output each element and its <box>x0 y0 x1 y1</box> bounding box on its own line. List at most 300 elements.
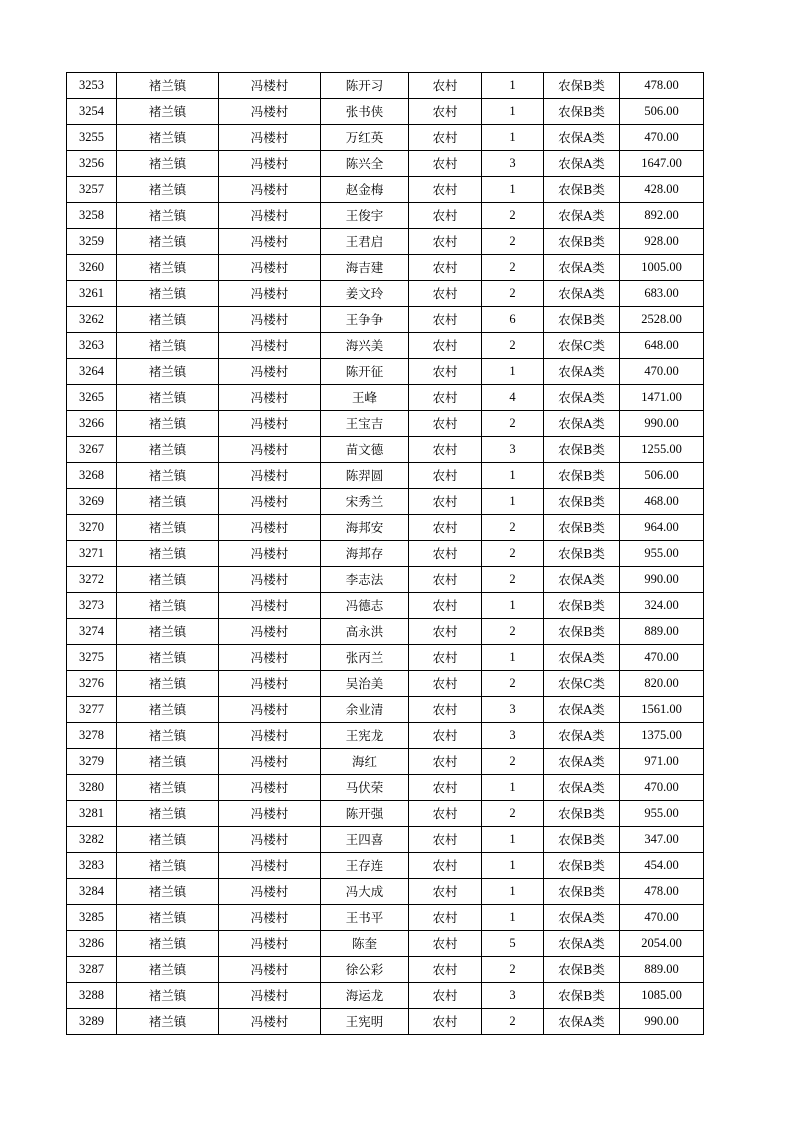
amount-cell: 454.00 <box>620 853 704 879</box>
amount-cell: 428.00 <box>620 177 704 203</box>
table-row <box>67 827 704 853</box>
amount-cell: 470.00 <box>620 125 704 151</box>
table-row <box>67 307 704 333</box>
name-cell: 王君启 <box>321 229 409 255</box>
village-cell: 冯楼村 <box>219 151 321 177</box>
table-row <box>67 983 704 1009</box>
name-cell: 姜文玲 <box>321 281 409 307</box>
village-cell: 冯楼村 <box>219 281 321 307</box>
table-row <box>67 229 704 255</box>
table-row <box>67 99 704 125</box>
area-type-cell: 农村 <box>409 1009 482 1035</box>
household-count-cell: 3 <box>482 697 544 723</box>
name-cell: 王宪龙 <box>321 723 409 749</box>
category-cell: 农保A类 <box>544 411 620 437</box>
area-type-cell: 农村 <box>409 203 482 229</box>
amount-cell: 1375.00 <box>620 723 704 749</box>
village-cell: 冯楼村 <box>219 515 321 541</box>
amount-cell: 990.00 <box>620 411 704 437</box>
category-cell: 农保A类 <box>544 567 620 593</box>
table-row <box>67 515 704 541</box>
name-cell: 海兴美 <box>321 333 409 359</box>
name-cell: 海吉建 <box>321 255 409 281</box>
name-cell: 冯大成 <box>321 879 409 905</box>
row-number: 3264 <box>67 359 117 385</box>
category-cell: 农保A类 <box>544 255 620 281</box>
name-cell: 王存连 <box>321 853 409 879</box>
amount-cell: 506.00 <box>620 463 704 489</box>
household-count-cell: 4 <box>482 385 544 411</box>
town-cell: 褚兰镇 <box>117 203 219 229</box>
category-cell: 农保C类 <box>544 333 620 359</box>
row-number: 3276 <box>67 671 117 697</box>
row-number: 3269 <box>67 489 117 515</box>
name-cell: 张书侠 <box>321 99 409 125</box>
name-cell: 陈羿圆 <box>321 463 409 489</box>
name-cell: 王宪明 <box>321 1009 409 1035</box>
table-row <box>67 333 704 359</box>
village-cell: 冯楼村 <box>219 333 321 359</box>
household-count-cell: 1 <box>482 359 544 385</box>
area-type-cell: 农村 <box>409 697 482 723</box>
table-row <box>67 879 704 905</box>
area-type-cell: 农村 <box>409 99 482 125</box>
town-cell: 褚兰镇 <box>117 99 219 125</box>
town-cell: 褚兰镇 <box>117 1009 219 1035</box>
town-cell: 褚兰镇 <box>117 463 219 489</box>
town-cell: 褚兰镇 <box>117 619 219 645</box>
table-row <box>67 619 704 645</box>
row-number: 3262 <box>67 307 117 333</box>
amount-cell: 1471.00 <box>620 385 704 411</box>
area-type-cell: 农村 <box>409 151 482 177</box>
village-cell: 冯楼村 <box>219 931 321 957</box>
row-number: 3287 <box>67 957 117 983</box>
category-cell: 农保A类 <box>544 1009 620 1035</box>
village-cell: 冯楼村 <box>219 385 321 411</box>
area-type-cell: 农村 <box>409 307 482 333</box>
row-number: 3289 <box>67 1009 117 1035</box>
table-row <box>67 177 704 203</box>
category-cell: 农保B类 <box>544 957 620 983</box>
area-type-cell: 农村 <box>409 905 482 931</box>
row-number: 3283 <box>67 853 117 879</box>
area-type-cell: 农村 <box>409 229 482 255</box>
household-count-cell: 2 <box>482 1009 544 1035</box>
amount-cell: 324.00 <box>620 593 704 619</box>
household-count-cell: 3 <box>482 983 544 1009</box>
town-cell: 褚兰镇 <box>117 957 219 983</box>
area-type-cell: 农村 <box>409 853 482 879</box>
row-number: 3275 <box>67 645 117 671</box>
amount-cell: 2528.00 <box>620 307 704 333</box>
category-cell: 农保B类 <box>544 827 620 853</box>
area-type-cell: 农村 <box>409 983 482 1009</box>
table-row <box>67 359 704 385</box>
table-row <box>67 541 704 567</box>
name-cell: 海红 <box>321 749 409 775</box>
household-count-cell: 2 <box>482 515 544 541</box>
amount-cell: 889.00 <box>620 957 704 983</box>
village-cell: 冯楼村 <box>219 1009 321 1035</box>
name-cell: 陈开强 <box>321 801 409 827</box>
village-cell: 冯楼村 <box>219 567 321 593</box>
area-type-cell: 农村 <box>409 645 482 671</box>
category-cell: 农保B类 <box>544 73 620 99</box>
household-count-cell: 1 <box>482 645 544 671</box>
table-row <box>67 463 704 489</box>
town-cell: 褚兰镇 <box>117 645 219 671</box>
amount-cell: 506.00 <box>620 99 704 125</box>
town-cell: 褚兰镇 <box>117 333 219 359</box>
household-count-cell: 1 <box>482 827 544 853</box>
village-cell: 冯楼村 <box>219 203 321 229</box>
amount-cell: 470.00 <box>620 359 704 385</box>
table-row <box>67 1009 704 1035</box>
category-cell: 农保B类 <box>544 801 620 827</box>
village-cell: 冯楼村 <box>219 983 321 1009</box>
category-cell: 农保B类 <box>544 463 620 489</box>
household-count-cell: 3 <box>482 437 544 463</box>
category-cell: 农保A类 <box>544 151 620 177</box>
town-cell: 褚兰镇 <box>117 515 219 541</box>
name-cell: 王峰 <box>321 385 409 411</box>
name-cell: 海邦安 <box>321 515 409 541</box>
village-cell: 冯楼村 <box>219 99 321 125</box>
area-type-cell: 农村 <box>409 177 482 203</box>
row-number: 3254 <box>67 99 117 125</box>
village-cell: 冯楼村 <box>219 229 321 255</box>
area-type-cell: 农村 <box>409 73 482 99</box>
household-count-cell: 2 <box>482 333 544 359</box>
village-cell: 冯楼村 <box>219 73 321 99</box>
household-count-cell: 2 <box>482 255 544 281</box>
area-type-cell: 农村 <box>409 255 482 281</box>
household-count-cell: 1 <box>482 593 544 619</box>
row-number: 3270 <box>67 515 117 541</box>
amount-cell: 478.00 <box>620 879 704 905</box>
village-cell: 冯楼村 <box>219 125 321 151</box>
name-cell: 余业清 <box>321 697 409 723</box>
name-cell: 陈开征 <box>321 359 409 385</box>
amount-cell: 955.00 <box>620 541 704 567</box>
village-cell: 冯楼村 <box>219 879 321 905</box>
row-number: 3284 <box>67 879 117 905</box>
town-cell: 褚兰镇 <box>117 125 219 151</box>
amount-cell: 964.00 <box>620 515 704 541</box>
town-cell: 褚兰镇 <box>117 385 219 411</box>
amount-cell: 470.00 <box>620 645 704 671</box>
table-row <box>67 203 704 229</box>
household-count-cell: 5 <box>482 931 544 957</box>
table-row <box>67 697 704 723</box>
household-count-cell: 1 <box>482 73 544 99</box>
row-number: 3263 <box>67 333 117 359</box>
table-row <box>67 125 704 151</box>
household-count-cell: 6 <box>482 307 544 333</box>
row-number: 3267 <box>67 437 117 463</box>
table-row <box>67 281 704 307</box>
village-cell: 冯楼村 <box>219 905 321 931</box>
household-count-cell: 1 <box>482 463 544 489</box>
amount-cell: 1085.00 <box>620 983 704 1009</box>
category-cell: 农保A类 <box>544 775 620 801</box>
row-number: 3288 <box>67 983 117 1009</box>
amount-cell: 470.00 <box>620 775 704 801</box>
village-cell: 冯楼村 <box>219 671 321 697</box>
village-cell: 冯楼村 <box>219 645 321 671</box>
row-number: 3278 <box>67 723 117 749</box>
town-cell: 褚兰镇 <box>117 229 219 255</box>
name-cell: 陈兴全 <box>321 151 409 177</box>
area-type-cell: 农村 <box>409 723 482 749</box>
area-type-cell: 农村 <box>409 359 482 385</box>
category-cell: 农保B类 <box>544 177 620 203</box>
town-cell: 褚兰镇 <box>117 593 219 619</box>
amount-cell: 1255.00 <box>620 437 704 463</box>
village-cell: 冯楼村 <box>219 853 321 879</box>
amount-cell: 468.00 <box>620 489 704 515</box>
row-number: 3265 <box>67 385 117 411</box>
table-row <box>67 671 704 697</box>
category-cell: 农保B类 <box>544 437 620 463</box>
area-type-cell: 农村 <box>409 281 482 307</box>
name-cell: 海邦存 <box>321 541 409 567</box>
household-count-cell: 1 <box>482 853 544 879</box>
name-cell: 王四喜 <box>321 827 409 853</box>
village-cell: 冯楼村 <box>219 801 321 827</box>
amount-cell: 892.00 <box>620 203 704 229</box>
row-number: 3258 <box>67 203 117 229</box>
row-number: 3266 <box>67 411 117 437</box>
village-cell: 冯楼村 <box>219 541 321 567</box>
table-row <box>67 489 704 515</box>
household-count-cell: 3 <box>482 723 544 749</box>
row-number: 3255 <box>67 125 117 151</box>
amount-cell: 1561.00 <box>620 697 704 723</box>
name-cell: 海运龙 <box>321 983 409 1009</box>
table-row <box>67 775 704 801</box>
village-cell: 冯楼村 <box>219 593 321 619</box>
town-cell: 褚兰镇 <box>117 801 219 827</box>
name-cell: 李志法 <box>321 567 409 593</box>
category-cell: 农保C类 <box>544 671 620 697</box>
category-cell: 农保B类 <box>544 619 620 645</box>
table-row <box>67 723 704 749</box>
area-type-cell: 农村 <box>409 515 482 541</box>
row-number: 3256 <box>67 151 117 177</box>
area-type-cell: 农村 <box>409 619 482 645</box>
name-cell: 苗文德 <box>321 437 409 463</box>
village-cell: 冯楼村 <box>219 957 321 983</box>
row-number: 3277 <box>67 697 117 723</box>
table-row <box>67 801 704 827</box>
area-type-cell: 农村 <box>409 411 482 437</box>
row-number: 3268 <box>67 463 117 489</box>
household-count-cell: 1 <box>482 905 544 931</box>
village-cell: 冯楼村 <box>219 723 321 749</box>
category-cell: 农保B类 <box>544 515 620 541</box>
area-type-cell: 农村 <box>409 775 482 801</box>
village-cell: 冯楼村 <box>219 359 321 385</box>
town-cell: 褚兰镇 <box>117 73 219 99</box>
amount-cell: 2054.00 <box>620 931 704 957</box>
household-count-cell: 1 <box>482 125 544 151</box>
town-cell: 褚兰镇 <box>117 489 219 515</box>
table-row <box>67 151 704 177</box>
category-cell: 农保A类 <box>544 645 620 671</box>
table-row <box>67 385 704 411</box>
town-cell: 褚兰镇 <box>117 671 219 697</box>
town-cell: 褚兰镇 <box>117 567 219 593</box>
table-row <box>67 905 704 931</box>
category-cell: 农保A类 <box>544 385 620 411</box>
category-cell: 农保B类 <box>544 541 620 567</box>
amount-cell: 347.00 <box>620 827 704 853</box>
amount-cell: 478.00 <box>620 73 704 99</box>
village-cell: 冯楼村 <box>219 463 321 489</box>
area-type-cell: 农村 <box>409 593 482 619</box>
village-cell: 冯楼村 <box>219 411 321 437</box>
row-number: 3282 <box>67 827 117 853</box>
amount-cell: 1647.00 <box>620 151 704 177</box>
table-row <box>67 593 704 619</box>
row-number: 3273 <box>67 593 117 619</box>
town-cell: 褚兰镇 <box>117 905 219 931</box>
town-cell: 褚兰镇 <box>117 723 219 749</box>
area-type-cell: 农村 <box>409 827 482 853</box>
village-cell: 冯楼村 <box>219 749 321 775</box>
household-count-cell: 2 <box>482 541 544 567</box>
category-cell: 农保A类 <box>544 697 620 723</box>
town-cell: 褚兰镇 <box>117 827 219 853</box>
town-cell: 褚兰镇 <box>117 775 219 801</box>
household-count-cell: 2 <box>482 671 544 697</box>
household-count-cell: 1 <box>482 879 544 905</box>
table-row <box>67 255 704 281</box>
allowance-table <box>66 72 704 1035</box>
village-cell: 冯楼村 <box>219 307 321 333</box>
area-type-cell: 农村 <box>409 541 482 567</box>
household-count-cell: 2 <box>482 801 544 827</box>
category-cell: 农保B类 <box>544 983 620 1009</box>
area-type-cell: 农村 <box>409 879 482 905</box>
name-cell: 高永洪 <box>321 619 409 645</box>
category-cell: 农保B类 <box>544 853 620 879</box>
village-cell: 冯楼村 <box>219 619 321 645</box>
table-row <box>67 73 704 99</box>
amount-cell: 1005.00 <box>620 255 704 281</box>
amount-cell: 928.00 <box>620 229 704 255</box>
town-cell: 褚兰镇 <box>117 983 219 1009</box>
category-cell: 农保B类 <box>544 307 620 333</box>
town-cell: 褚兰镇 <box>117 359 219 385</box>
town-cell: 褚兰镇 <box>117 541 219 567</box>
name-cell: 宋秀兰 <box>321 489 409 515</box>
area-type-cell: 农村 <box>409 463 482 489</box>
village-cell: 冯楼村 <box>219 177 321 203</box>
name-cell: 王俊宇 <box>321 203 409 229</box>
town-cell: 褚兰镇 <box>117 411 219 437</box>
household-count-cell: 1 <box>482 99 544 125</box>
row-number: 3281 <box>67 801 117 827</box>
row-number: 3285 <box>67 905 117 931</box>
village-cell: 冯楼村 <box>219 437 321 463</box>
table-row <box>67 931 704 957</box>
household-count-cell: 2 <box>482 281 544 307</box>
town-cell: 褚兰镇 <box>117 255 219 281</box>
amount-cell: 990.00 <box>620 1009 704 1035</box>
category-cell: 农保B类 <box>544 879 620 905</box>
row-number: 3260 <box>67 255 117 281</box>
area-type-cell: 农村 <box>409 957 482 983</box>
category-cell: 农保A类 <box>544 749 620 775</box>
village-cell: 冯楼村 <box>219 255 321 281</box>
household-count-cell: 2 <box>482 203 544 229</box>
category-cell: 农保A类 <box>544 125 620 151</box>
village-cell: 冯楼村 <box>219 827 321 853</box>
category-cell: 农保A类 <box>544 359 620 385</box>
row-number: 3280 <box>67 775 117 801</box>
row-number: 3257 <box>67 177 117 203</box>
area-type-cell: 农村 <box>409 931 482 957</box>
amount-cell: 990.00 <box>620 567 704 593</box>
town-cell: 褚兰镇 <box>117 879 219 905</box>
row-number: 3259 <box>67 229 117 255</box>
amount-cell: 820.00 <box>620 671 704 697</box>
table-row <box>67 645 704 671</box>
amount-cell: 683.00 <box>620 281 704 307</box>
category-cell: 农保B类 <box>544 229 620 255</box>
category-cell: 农保B类 <box>544 99 620 125</box>
row-number: 3279 <box>67 749 117 775</box>
area-type-cell: 农村 <box>409 801 482 827</box>
name-cell: 赵金梅 <box>321 177 409 203</box>
table-row <box>67 853 704 879</box>
household-count-cell: 2 <box>482 957 544 983</box>
area-type-cell: 农村 <box>409 333 482 359</box>
household-count-cell: 2 <box>482 749 544 775</box>
category-cell: 农保A类 <box>544 931 620 957</box>
name-cell: 冯德志 <box>321 593 409 619</box>
town-cell: 褚兰镇 <box>117 749 219 775</box>
household-count-cell: 1 <box>482 177 544 203</box>
village-cell: 冯楼村 <box>219 489 321 515</box>
area-type-cell: 农村 <box>409 125 482 151</box>
category-cell: 农保B类 <box>544 489 620 515</box>
table-body <box>67 73 704 1035</box>
row-number: 3261 <box>67 281 117 307</box>
town-cell: 褚兰镇 <box>117 281 219 307</box>
row-number: 3253 <box>67 73 117 99</box>
town-cell: 褚兰镇 <box>117 151 219 177</box>
village-cell: 冯楼村 <box>219 775 321 801</box>
town-cell: 褚兰镇 <box>117 931 219 957</box>
table-row <box>67 411 704 437</box>
name-cell: 王宝吉 <box>321 411 409 437</box>
household-count-cell: 2 <box>482 619 544 645</box>
row-number: 3271 <box>67 541 117 567</box>
household-count-cell: 1 <box>482 489 544 515</box>
amount-cell: 971.00 <box>620 749 704 775</box>
area-type-cell: 农村 <box>409 489 482 515</box>
household-count-cell: 1 <box>482 775 544 801</box>
table-row <box>67 567 704 593</box>
table-row <box>67 749 704 775</box>
household-count-cell: 2 <box>482 411 544 437</box>
area-type-cell: 农村 <box>409 567 482 593</box>
town-cell: 褚兰镇 <box>117 437 219 463</box>
